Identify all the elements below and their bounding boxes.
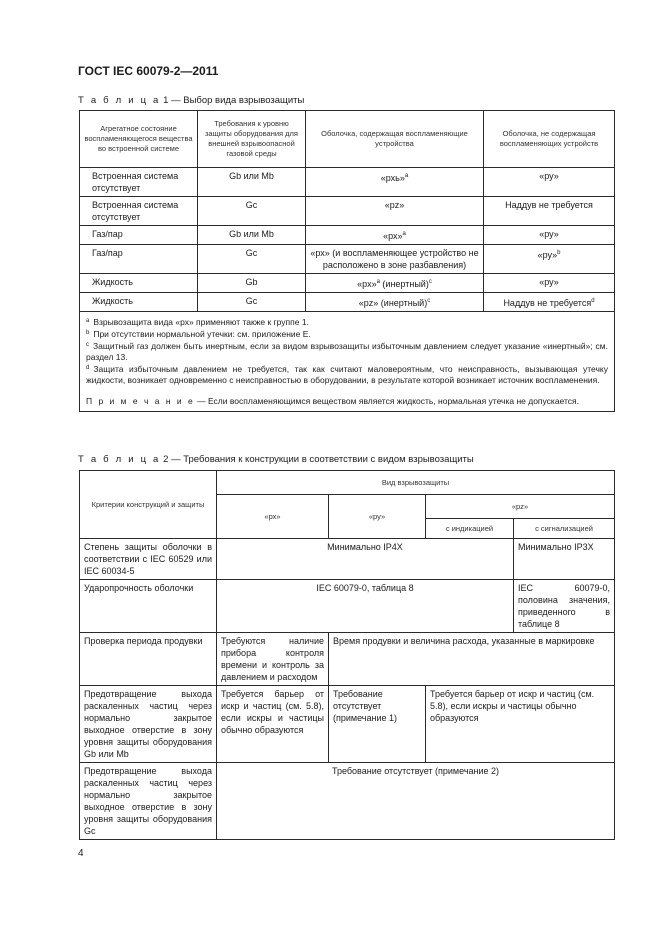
table1-footnotes-row bbox=[80, 312, 615, 412]
table1-cell-without: «ру» bbox=[484, 168, 615, 197]
note-text: — Если воспламеняющимся веществом является жидкость, нормальная утечка не допускается. bbox=[194, 396, 580, 406]
table2-header-px: «рх» bbox=[217, 495, 329, 539]
table-row bbox=[80, 226, 615, 245]
table2-cell-criterion: Проверка периода продувки bbox=[80, 633, 217, 686]
table2-caption-label: Т а б л и ц а bbox=[78, 454, 161, 465]
footnote-text: Взрывозащита вида «рх» применяют также к группе 1. bbox=[93, 317, 309, 327]
table2-cell-value: IEC 60079-0, таблица 8 bbox=[217, 580, 514, 633]
cell-text: «рхь» bbox=[380, 173, 405, 183]
table2-header-row bbox=[80, 471, 615, 495]
table2-cell-value: Время продувки и величина расхода, указанные в маркировке bbox=[329, 633, 615, 686]
table1-cell-state: Встроенная система отсутствует bbox=[80, 197, 198, 226]
footnote-mark: b bbox=[86, 330, 90, 336]
table2-cell-value: Требуются наличие прибора контроля времени и контроль за давлением и расходом bbox=[217, 633, 329, 686]
table1-header-cell: Оболочка, содержащая воспламеняющие устройства bbox=[306, 111, 484, 168]
table1-cell-without bbox=[484, 293, 615, 312]
cell-text: «рх» bbox=[357, 279, 377, 289]
footnote-mark: a bbox=[376, 279, 380, 285]
table1-cell-level: Gc bbox=[198, 245, 306, 274]
cell-text: Наддув не требуется bbox=[503, 298, 592, 308]
table1-cell-state: Жидкость bbox=[80, 274, 198, 293]
table-row bbox=[80, 686, 615, 763]
table-row bbox=[80, 293, 615, 312]
table1-header-row bbox=[80, 111, 615, 168]
table2-header-pz-signal: с сигнализацией bbox=[514, 519, 615, 539]
table1-cell-state: Газ/пар bbox=[80, 245, 198, 274]
table2-header-type: Вид взрывозащиты bbox=[217, 471, 615, 495]
table2-cell-criterion: Ударопрочность оболочки bbox=[80, 580, 217, 633]
footnote-mark: c bbox=[427, 298, 431, 304]
footnote-mark: a bbox=[404, 173, 409, 179]
table-row bbox=[80, 274, 615, 293]
table-row bbox=[80, 580, 615, 633]
table2-cell-criterion: Предотвращение выхода раскаленных частиц через нормально закрытое выходное отверстие в зону уровня защиты оборудования Gb или Mb bbox=[80, 686, 217, 763]
table2-cell-criterion: Степень защиты оболочки в соответствии с IEC 60529 или IEC 60034-5 bbox=[80, 539, 217, 580]
table2-cell-value: Минимально IP4X bbox=[217, 539, 514, 580]
footnote-mark: b bbox=[557, 250, 561, 256]
table1-caption-label: Т а б л и ц а bbox=[78, 95, 161, 106]
footnote-mark: a bbox=[402, 231, 406, 237]
table1-header-cell: Требования к уровню защиты оборудования для внешней взрывоопасной газовой среды bbox=[198, 111, 306, 168]
table1-header-cell: Агрегатное состояние воспламеняющегося вещества во встроенной системе bbox=[80, 111, 198, 168]
table1-cell-without: Наддув не требуется bbox=[484, 197, 615, 226]
table-row bbox=[80, 245, 615, 274]
table1-cell-with: «рх» (и воспламеняющее устройство не расположено в зоне разбавления) bbox=[306, 245, 484, 274]
table1-cell-level: Gb или Mb bbox=[198, 168, 306, 197]
table1-cell-with bbox=[306, 293, 484, 312]
table1-caption bbox=[78, 95, 304, 106]
table-row bbox=[80, 633, 615, 686]
table-row bbox=[80, 763, 615, 840]
table1-caption-text: 1 — Выбор вида взрывозащиты bbox=[160, 95, 305, 106]
footnote-text: Защита избыточным давлением не требуется, так как считают маловероятным, что неисправность, вызывающая утечку жидкости, возникает одновременно с неисправностью в оборудовании, в результате которой возникает источник воспламенения. bbox=[86, 364, 608, 385]
table1-footnotes bbox=[80, 312, 615, 412]
table2-caption bbox=[78, 454, 474, 465]
table2-caption-text: 2 — Требования к конструкции в соответствии с видом взрывозащиты bbox=[160, 454, 474, 465]
footnote-text: Защитный газ должен быть инертным, если за видом взрывозащиты избыточным давлением следует указание «инертный»; см. раздел 13. bbox=[86, 341, 608, 362]
footnote-mark: c bbox=[86, 342, 89, 348]
table1-cell-without: «ру» bbox=[484, 226, 615, 245]
table1-cell-level: Gc bbox=[198, 197, 306, 226]
table1 bbox=[79, 110, 615, 412]
cell-text: «pz» (инертный) bbox=[358, 298, 428, 308]
page-number: 4 bbox=[78, 848, 84, 859]
table2-cell-value: Требуется барьер от искр и частиц (см. 5.8), если искры и частицы обычно образуются bbox=[426, 686, 615, 763]
table2 bbox=[79, 470, 615, 840]
table1-cell-without bbox=[484, 245, 615, 274]
footnote bbox=[86, 340, 608, 363]
table1-note bbox=[86, 396, 608, 407]
footnote-mark: c bbox=[428, 279, 432, 285]
table2-cell-value: Требование отсутствует (примечание 2) bbox=[217, 763, 615, 840]
table1-cell-with bbox=[306, 226, 484, 245]
table2-header-pz-indication: с индикацией bbox=[426, 519, 514, 539]
footnote-mark: d bbox=[591, 298, 595, 304]
footnote-text: При отсутствии нормальной утечки: см. приложение Е. bbox=[93, 329, 311, 339]
table2-header-pz: «pz» bbox=[426, 495, 615, 519]
table1-cell-with bbox=[306, 274, 484, 293]
table1-cell-with: «pz» bbox=[306, 197, 484, 226]
table1-cell-level: Gc bbox=[198, 293, 306, 312]
table1-cell-level: Gb или Mb bbox=[198, 226, 306, 245]
table1-cell-state: Жидкость bbox=[80, 293, 198, 312]
note-label: П р и м е ч а н и е bbox=[86, 396, 195, 406]
table2-header-criteria: Критерии конструкций и защиты bbox=[80, 471, 217, 539]
table-row bbox=[80, 168, 615, 197]
table1-cell-state: Газ/пар bbox=[80, 226, 198, 245]
table2-cell-value: IEC 60079-0, половина значения, приведенного в таблице 8 bbox=[514, 580, 615, 633]
document-header: ГОСТ IEC 60079-2—2011 bbox=[78, 64, 219, 78]
footnote-mark: a bbox=[86, 318, 90, 324]
table2-cell-criterion: Предотвращение выхода раскаленных частиц через нормально закрытое выходное отверстие в зону уровня защиты оборудования Gc bbox=[80, 763, 217, 840]
cell-text: «ру» bbox=[537, 250, 558, 260]
footnote bbox=[86, 363, 608, 386]
table1-header-cell: Оболочка, не содержащая воспламеняющих устройств bbox=[484, 111, 615, 168]
table1-cell-level: Gb bbox=[198, 274, 306, 293]
cell-text: «рх» bbox=[383, 231, 403, 241]
footnote bbox=[86, 328, 608, 340]
table-row bbox=[80, 539, 615, 580]
table2-cell-value: Минимально IP3X bbox=[514, 539, 615, 580]
cell-text: (инертный) bbox=[379, 279, 429, 289]
table1-cell-state: Встроенная система отсутствует bbox=[80, 168, 198, 197]
table2-cell-value: Требуется барьер от искр и частиц (см. 5.8), если искры и частицы обычно образуются bbox=[217, 686, 329, 763]
table1-cell-without: «ру» bbox=[484, 274, 615, 293]
table1-cell-with bbox=[306, 168, 484, 197]
table2-header-py: «ру» bbox=[329, 495, 426, 539]
footnote bbox=[86, 316, 608, 328]
footnote-mark: d bbox=[86, 365, 90, 371]
table2-cell-value: Требование отсутствует (примечание 1) bbox=[329, 686, 426, 763]
table-row bbox=[80, 197, 615, 226]
